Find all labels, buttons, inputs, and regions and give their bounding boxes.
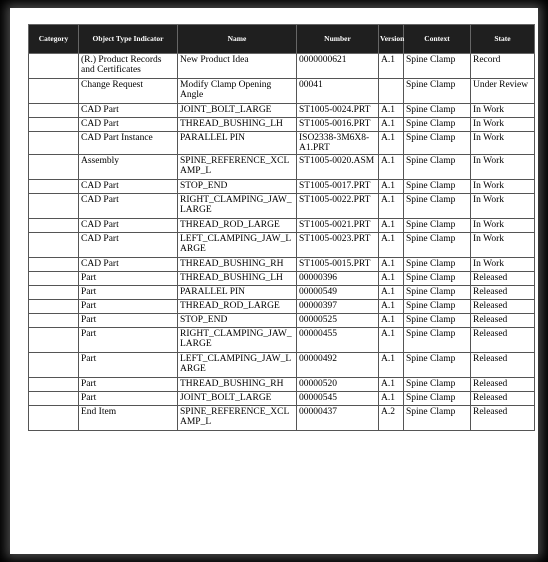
cell-number: ST1005-0015.PRT	[297, 258, 379, 272]
cell-object-type: Assembly	[79, 155, 178, 180]
cell-context: Spine Clamp	[404, 353, 471, 378]
cell-category	[29, 328, 79, 353]
cell-object-type: Part	[79, 378, 178, 392]
cell-name: PARALLEL PIN	[178, 132, 297, 155]
cell-object-type: CAD Part	[79, 194, 178, 219]
cell-number: 00000549	[297, 286, 379, 300]
cell-object-type: Part	[79, 272, 178, 286]
cell-number: 00000437	[297, 406, 379, 431]
cell-object-type: Part	[79, 353, 178, 378]
cell-context: Spine Clamp	[404, 378, 471, 392]
cell-state: In Work	[471, 118, 535, 132]
cell-version: A.1	[379, 328, 404, 353]
cell-version: A.1	[379, 258, 404, 272]
cell-version: A.1	[379, 155, 404, 180]
cell-number: ISO2338-3M6X8-A1.PRT	[297, 132, 379, 155]
cell-version: A.1	[379, 104, 404, 118]
cell-number: 00000545	[297, 392, 379, 406]
cell-state: In Work	[471, 233, 535, 258]
cell-context: Spine Clamp	[404, 180, 471, 194]
header-context: Context	[404, 25, 471, 54]
cell-object-type: Part	[79, 328, 178, 353]
table-row	[29, 104, 535, 118]
header-row	[29, 25, 535, 54]
cell-name: New Product Idea	[178, 54, 297, 79]
cell-version: A.1	[379, 392, 404, 406]
cell-version: A.1	[379, 54, 404, 79]
cell-object-type: Part	[79, 300, 178, 314]
cell-number: 00000492	[297, 353, 379, 378]
cell-object-type: CAD Part	[79, 233, 178, 258]
cell-category	[29, 194, 79, 219]
table-row	[29, 378, 535, 392]
cell-name: RIGHT_CLAMPING_JAW_LARGE	[178, 194, 297, 219]
cell-name: STOP_END	[178, 314, 297, 328]
cell-state: In Work	[471, 180, 535, 194]
cell-name: THREAD_ROD_LARGE	[178, 219, 297, 233]
cell-name: LEFT_CLAMPING_JAW_LARGE	[178, 233, 297, 258]
cell-number: ST1005-0017.PRT	[297, 180, 379, 194]
table-row	[29, 54, 535, 79]
table-row	[29, 233, 535, 258]
document-page	[10, 8, 538, 554]
cell-category	[29, 219, 79, 233]
cell-context: Spine Clamp	[404, 406, 471, 431]
cell-category	[29, 155, 79, 180]
cell-number: 00000396	[297, 272, 379, 286]
cell-category	[29, 314, 79, 328]
cell-name: THREAD_ROD_LARGE	[178, 300, 297, 314]
cell-context: Spine Clamp	[404, 233, 471, 258]
table-row	[29, 272, 535, 286]
cell-category	[29, 353, 79, 378]
table-row	[29, 155, 535, 180]
cell-category	[29, 233, 79, 258]
cell-state: In Work	[471, 155, 535, 180]
cell-version: A.1	[379, 300, 404, 314]
table-row	[29, 406, 535, 431]
cell-context: Spine Clamp	[404, 155, 471, 180]
cell-state: Released	[471, 406, 535, 431]
cell-context: Spine Clamp	[404, 258, 471, 272]
header-name: Name	[178, 25, 297, 54]
cell-category	[29, 54, 79, 79]
cell-state: Record	[471, 54, 535, 79]
cell-context: Spine Clamp	[404, 118, 471, 132]
cell-number: 00041	[297, 79, 379, 104]
cell-object-type: Part	[79, 286, 178, 300]
table-row	[29, 328, 535, 353]
cell-category	[29, 132, 79, 155]
cell-name: THREAD_BUSHING_RH	[178, 378, 297, 392]
table-row	[29, 286, 535, 300]
cell-number: ST1005-0016.PRT	[297, 118, 379, 132]
header-category: Category	[29, 25, 79, 54]
table-row	[29, 194, 535, 219]
cell-context: Spine Clamp	[404, 54, 471, 79]
cell-state: Released	[471, 392, 535, 406]
cell-state: Released	[471, 300, 535, 314]
cell-version: A.1	[379, 219, 404, 233]
cell-name: Modify Clamp Opening Angle	[178, 79, 297, 104]
cell-context: Spine Clamp	[404, 300, 471, 314]
cell-version: A.1	[379, 132, 404, 155]
cell-version: A.1	[379, 194, 404, 219]
table-row	[29, 132, 535, 155]
table-row	[29, 392, 535, 406]
cell-context: Spine Clamp	[404, 272, 471, 286]
table-row	[29, 79, 535, 104]
cell-category	[29, 104, 79, 118]
table-row	[29, 258, 535, 272]
cell-category	[29, 180, 79, 194]
cell-name: LEFT_CLAMPING_JAW_LARGE	[178, 353, 297, 378]
cell-object-type: Part	[79, 314, 178, 328]
cell-category	[29, 300, 79, 314]
cell-name: PARALLEL PIN	[178, 286, 297, 300]
cell-object-type: CAD Part	[79, 219, 178, 233]
cell-name: JOINT_BOLT_LARGE	[178, 104, 297, 118]
cell-version: A.1	[379, 286, 404, 300]
cell-version: A.2	[379, 406, 404, 431]
header-state: State	[471, 25, 535, 54]
cell-state: In Work	[471, 194, 535, 219]
cell-number: 00000397	[297, 300, 379, 314]
cell-name: THREAD_BUSHING_LH	[178, 118, 297, 132]
table-row	[29, 180, 535, 194]
cell-version	[379, 79, 404, 104]
cell-name: SPINE_REFERENCE_XCLAMP_L	[178, 155, 297, 180]
cell-number: ST1005-0021.PRT	[297, 219, 379, 233]
table-body	[29, 54, 535, 431]
cell-category	[29, 272, 79, 286]
cell-category	[29, 378, 79, 392]
cell-object-type: CAD Part	[79, 180, 178, 194]
cell-state: Released	[471, 353, 535, 378]
cell-object-type: CAD Part	[79, 118, 178, 132]
cell-name: STOP_END	[178, 180, 297, 194]
table-row	[29, 219, 535, 233]
cell-version: A.1	[379, 378, 404, 392]
cell-context: Spine Clamp	[404, 132, 471, 155]
cell-object-type: CAD Part	[79, 258, 178, 272]
cell-number: ST1005-0022.PRT	[297, 194, 379, 219]
cell-category	[29, 118, 79, 132]
object-report-table	[28, 24, 535, 431]
header-object-type-indicator: Object Type Indicator	[79, 25, 178, 54]
cell-object-type: CAD Part Instance	[79, 132, 178, 155]
cell-version: A.1	[379, 180, 404, 194]
cell-object-type: CAD Part	[79, 104, 178, 118]
cell-context: Spine Clamp	[404, 79, 471, 104]
cell-context: Spine Clamp	[404, 219, 471, 233]
cell-version: A.1	[379, 353, 404, 378]
cell-context: Spine Clamp	[404, 286, 471, 300]
cell-number: 00000520	[297, 378, 379, 392]
cell-state: Released	[471, 272, 535, 286]
cell-version: A.1	[379, 272, 404, 286]
cell-state: In Work	[471, 219, 535, 233]
cell-number: 00000455	[297, 328, 379, 353]
cell-name: RIGHT_CLAMPING_JAW_LARGE	[178, 328, 297, 353]
header-number: Number	[297, 25, 379, 54]
cell-name: THREAD_BUSHING_LH	[178, 272, 297, 286]
cell-context: Spine Clamp	[404, 314, 471, 328]
table-row	[29, 300, 535, 314]
cell-state: Released	[471, 378, 535, 392]
cell-state: In Work	[471, 132, 535, 155]
cell-number: ST1005-0020.ASM	[297, 155, 379, 180]
cell-object-type: Part	[79, 392, 178, 406]
cell-category	[29, 258, 79, 272]
cell-name: SPINE_REFERENCE_XCLAMP_L	[178, 406, 297, 431]
cell-category	[29, 392, 79, 406]
table-row	[29, 118, 535, 132]
cell-number: ST1005-0024.PRT	[297, 104, 379, 118]
cell-object-type: (R.) Product Records and Certificates	[79, 54, 178, 79]
table-row	[29, 353, 535, 378]
cell-context: Spine Clamp	[404, 194, 471, 219]
cell-state: Under Review	[471, 79, 535, 104]
cell-version: A.1	[379, 314, 404, 328]
cell-context: Spine Clamp	[404, 328, 471, 353]
cell-object-type: Change Request	[79, 79, 178, 104]
cell-category	[29, 286, 79, 300]
header-version: Version	[379, 25, 404, 54]
cell-state: In Work	[471, 104, 535, 118]
cell-context: Spine Clamp	[404, 392, 471, 406]
cell-state: Released	[471, 286, 535, 300]
cell-state: Released	[471, 328, 535, 353]
cell-number: ST1005-0023.PRT	[297, 233, 379, 258]
cell-category	[29, 79, 79, 104]
cell-context: Spine Clamp	[404, 104, 471, 118]
cell-state: In Work	[471, 258, 535, 272]
cell-version: A.1	[379, 118, 404, 132]
cell-state: Released	[471, 314, 535, 328]
cell-number: 0000000621	[297, 54, 379, 79]
cell-version: A.1	[379, 233, 404, 258]
cell-object-type: End Item	[79, 406, 178, 431]
table-row	[29, 314, 535, 328]
cell-name: JOINT_BOLT_LARGE	[178, 392, 297, 406]
cell-number: 00000525	[297, 314, 379, 328]
cell-name: THREAD_BUSHING_RH	[178, 258, 297, 272]
cell-category	[29, 406, 79, 431]
